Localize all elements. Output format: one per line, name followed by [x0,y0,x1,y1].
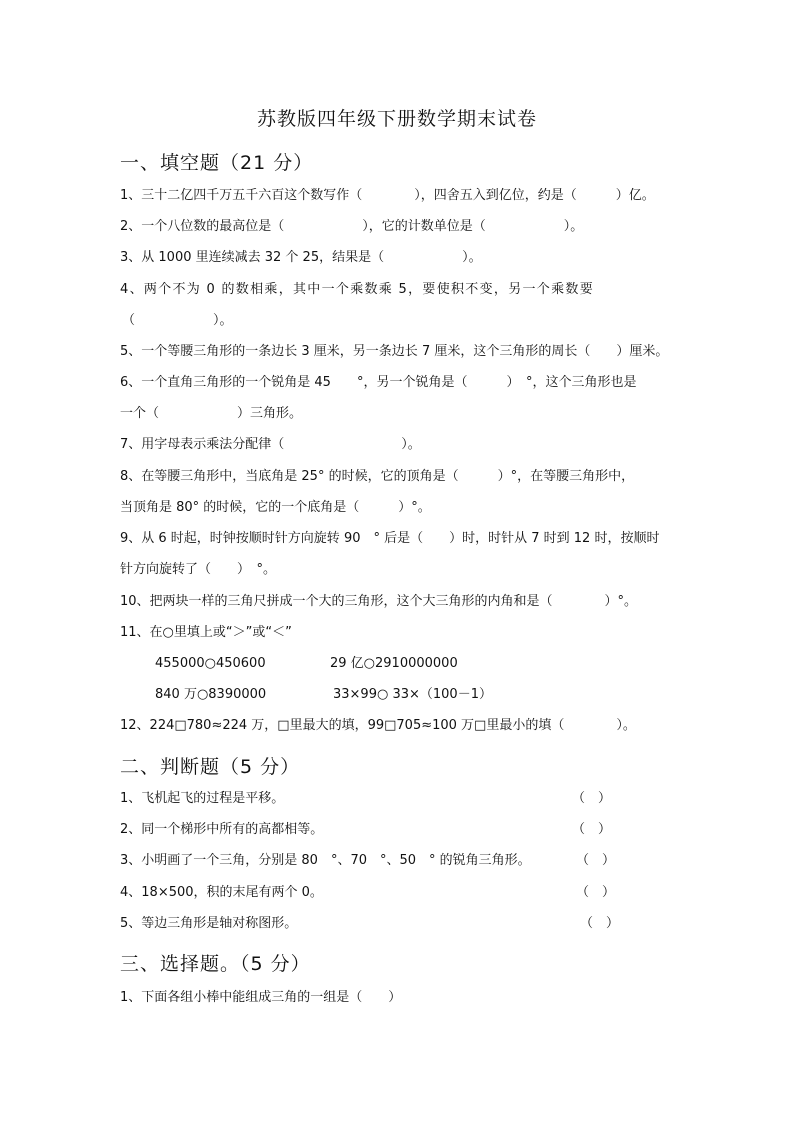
fill-q12: 12、224□780≈224 万，□里最大的填，99□705≈100 万□里最小的填（ ）。 [120,718,636,733]
fill-q3: 3、从 1000 里连续减去 32 个 25，结果是（ ）。 [120,250,482,265]
section-judge-heading: 二、判断题（5 分） [120,756,301,778]
fill-q9-line2: 针方向旋转了（ ） °。 [120,562,277,577]
page-title: 苏教版四年级下册数学期末试卷 [256,108,537,130]
judge-q5-answer-box: （ ） [580,916,620,931]
fill-q1: 1、三十二亿四千万五千六百这个数写作（ ），四舍五入到亿位，约是（ ）亿。 [120,188,655,203]
fill-q9-line1: 9、从 6 时起，时钟按顺时针方向旋转 90 ° 后是（ ）时，时针从 7 时到 12 时，按顺时 [120,531,660,546]
fill-q8-line1: 8、在等腰三角形中，当底角是 25° 的时候，它的顶角是（ ）°，在等腰三角形中， [120,469,635,484]
fill-q6-line1: 6、一个直角三角形的一个锐角是 45 °，另一个锐角是（ ） °，这个三角形也是 [120,375,637,390]
fill-q11-item-b: 29 亿○2910000000 [330,656,458,671]
judge-q5: 5、等边三角形是轴对称图形。 [120,916,298,931]
judge-q1-answer-box: （ ） [572,791,612,806]
fill-q11-item-a: 455000○450600 [155,656,266,671]
fill-q7: 7、用字母表示乘法分配律（ ）。 [120,437,421,452]
fill-q11-item-d: 33×99○ 33×（100－1） [333,687,492,702]
section-choice-heading: 三、选择题。（5 分） [120,953,311,975]
choice-q1: 1、下面各组小棒中能组成三角的一组是（ ） [120,990,402,1005]
fill-q11: 11、在○里填上或“＞”或“＜” [120,625,292,640]
fill-q2: 2、一个八位数的最高位是（ ），它的计数单位是（ ）。 [120,219,584,234]
judge-q4: 4、18×500，积的末尾有两个 0。 [120,885,323,900]
section-fill-heading: 一、填空题（21 分） [120,152,314,174]
judge-q4-answer-box: （ ） [576,885,616,900]
judge-q2-answer-box: （ ） [572,822,612,837]
judge-q3-answer-box: （ ） [576,853,616,868]
judge-q3: 3、小明画了一个三角，分别是 80 °、70 °、50 ° 的锐角三角形。 [120,853,531,868]
judge-q1: 1、飞机起飞的过程是平移。 [120,791,285,806]
fill-q4-line2: （ ）。 [122,313,233,328]
fill-q5: 5、一个等腰三角形的一条边长 3 厘米，另一条边长 7 厘米，这个三角形的周长（ ）厘米。 [120,344,669,359]
fill-q11-item-c: 840 万○8390000 [155,687,267,702]
fill-q4-line1: 4、两个不为 0 的数相乘，其中一个乘数乘 5，要使积不变，另一个乘数要 [120,282,595,297]
judge-q2: 2、同一个梯形中所有的高都相等。 [120,822,324,837]
fill-q6-line2: 一个（ ）三角形。 [120,406,303,421]
fill-q8-line2: 当顶角是 80° 的时候，它的一个底角是（ ）°。 [120,500,431,515]
fill-q10: 10、把两块一样的三角尺拼成一个大的三角形，这个大三角形的内角和是（ ）°。 [120,594,638,609]
